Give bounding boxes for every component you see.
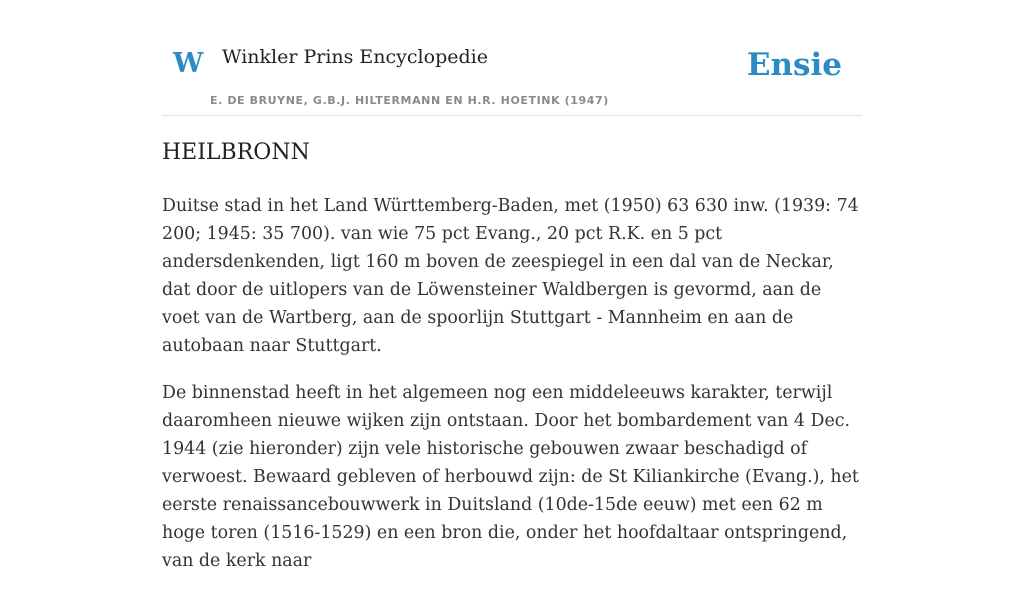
- authors-line: E. DE BRUYNE, G.B.J. HILTERMANN EN H.R. HOETINK (1947): [210, 94, 609, 107]
- source-logo-icon[interactable]: W: [173, 48, 204, 79]
- header: [162, 0, 862, 116]
- content-container: [162, 0, 862, 571]
- ensie-logo[interactable]: Ensie: [746, 47, 842, 83]
- article-body: [162, 192, 862, 594]
- article-paragraph-1: Duitse stad in het Land Württemberg-Baden, met (1950) 63 630 inw. (1939: 74 200; 1945: 35 700). van wie 75 pct Evang., 20 pct R.K. en 5 pct andersdenkenden, ligt 160 m boven de zeespiegel in een dal van de Neckar, dat door de uitlopers van de Löwensteiner Waldbergen is gevormd, aan de voet van de Wartberg, aan de spoorlijn Stuttgart - Mannheim en aan de autobaan naar Stuttgart.: [162, 196, 859, 356]
- source-title-link[interactable]: Winkler Prins Encyclopedie: [222, 46, 488, 68]
- entry-title: HEILBRONN: [162, 140, 310, 165]
- article-paragraph-2: De binnenstad heeft in het algemeen nog een middeleeuws karakter, terwijl daaromheen nieuwe wijken zijn ontstaan. Door het bombardement van 4 Dec. 1944 (zie hieronder) zijn vele historische gebouwen zwaar beschadigd of verwoest. Bewaard gebleven of herbouwd zijn: de St Kiliankirche (Evang.), het eerste renaissancebouwwerk in Duitsland (10de-15de eeuw) met een 62 m hoge toren (1516-1529) en een bron die, onder het hoofdaltaar ontspringend, van de kerk naar: [162, 383, 859, 571]
